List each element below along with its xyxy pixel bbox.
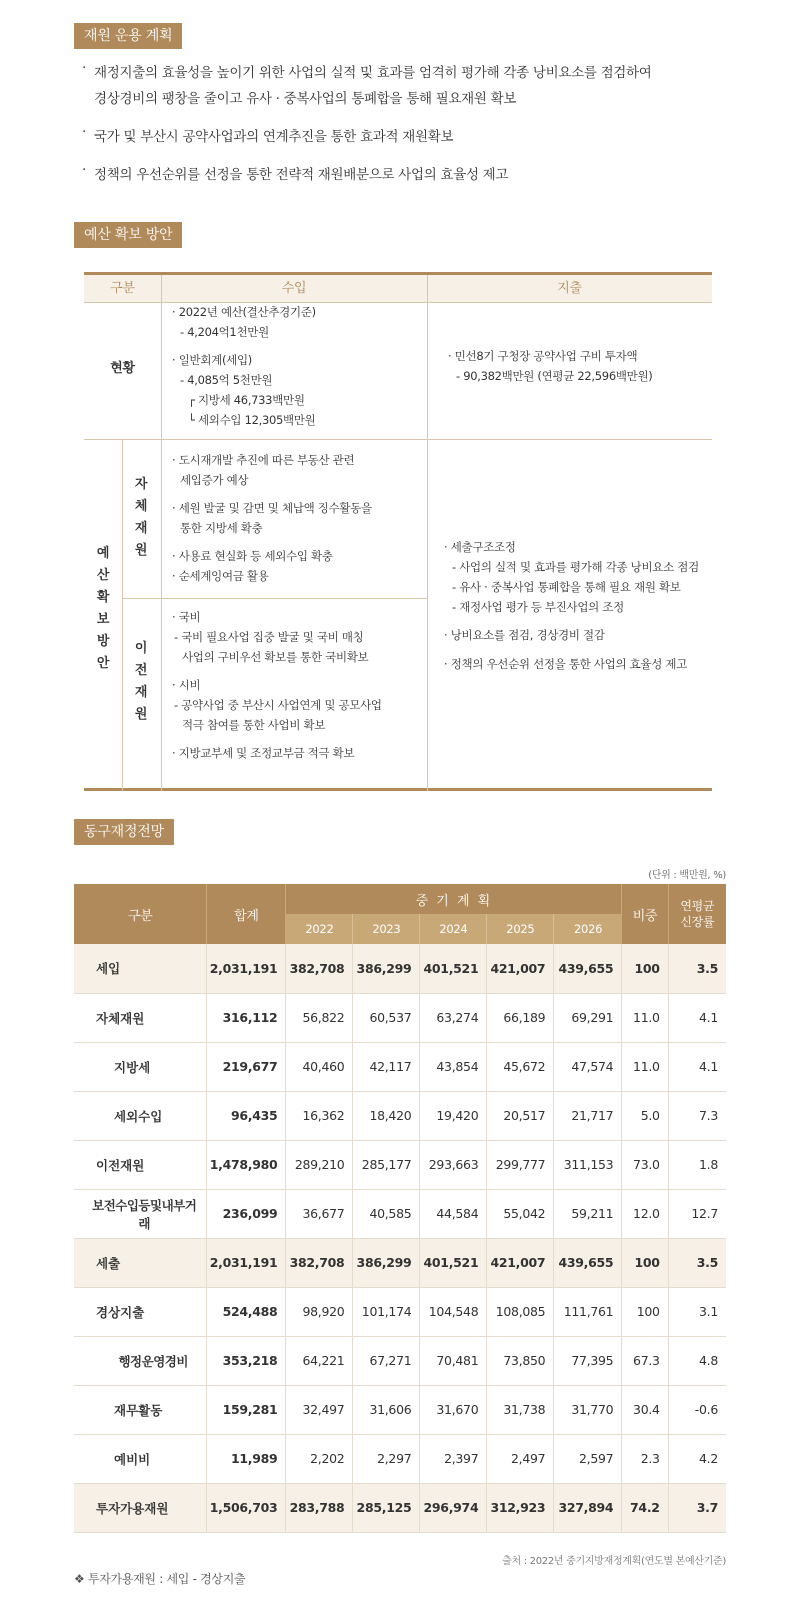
ratio-cell: 67.3 [622,1336,668,1385]
year-cell: 47,574 [554,1042,622,1091]
year-cell: 43,854 [420,1042,487,1091]
year-cell: 285,125 [353,1483,420,1532]
year-cell: 111,761 [554,1287,622,1336]
table-row [74,1287,726,1336]
row-label: 경상지출 [74,1287,207,1336]
total-cell: 11,989 [207,1434,286,1483]
total-cell: 96,435 [207,1091,286,1140]
table-row [74,1336,726,1385]
row-label-transfer-revenue: 이 전 재 원 [134,641,148,722]
table-row [74,1189,726,1238]
year-cell: 296,974 [420,1483,487,1532]
year-cell: 67,271 [353,1336,420,1385]
row-label: 재무활동 [74,1385,207,1434]
year-cell: 101,174 [353,1287,420,1336]
growth-cell: 7.3 [668,1091,726,1140]
plan-bullet-1: · 재정지출의 효율성을 높이기 위한 사업의 실적 및 효과를 엄격히 평가해 각종 낭비요소를 점검하여 경상경비의 팽창을 줄이고 유사 · 중복사업의 통폐합을 통해 필요재원 확보 [80,60,720,112]
year-cell: 98,920 [286,1287,353,1336]
year-cell: 31,770 [554,1385,622,1434]
col-header-year: 2025 [487,914,554,944]
growth-cell: 4.1 [668,1042,726,1091]
total-cell: 524,488 [207,1287,286,1336]
growth-cell: 12.7 [668,1189,726,1238]
total-cell: 159,281 [207,1385,286,1434]
row-label-current: 현황 [110,361,135,376]
row-label: 세입 [74,944,207,993]
total-cell: 1,506,703 [207,1483,286,1532]
total-cell: 2,031,191 [207,944,286,993]
growth-cell: 1.8 [668,1140,726,1189]
year-cell: 31,738 [487,1385,554,1434]
year-cell: 2,397 [420,1434,487,1483]
year-cell: 386,299 [353,1238,420,1287]
growth-cell: 3.7 [668,1483,726,1532]
year-cell: 2,597 [554,1434,622,1483]
year-cell: 439,655 [554,944,622,993]
header-category: 구분 [110,281,135,296]
table-row [74,1091,726,1140]
year-cell: 285,177 [353,1140,420,1189]
row-label: 지방세 [74,1042,207,1091]
ratio-cell: 74.2 [622,1483,668,1532]
year-cell: 40,585 [353,1189,420,1238]
year-cell: 299,777 [487,1140,554,1189]
table-row [74,1483,726,1532]
year-cell: 44,584 [420,1189,487,1238]
year-cell: 63,274 [420,993,487,1042]
source-note: 출처 : 2022년 중기지방재정계획(연도별 본예산기준) [502,1556,726,1567]
year-cell: 283,788 [286,1483,353,1532]
col-header-year: 2024 [420,914,487,944]
year-cell: 104,548 [420,1287,487,1336]
plan-section-title: 재원 운용 계획 [74,23,182,49]
col-header-midterm: 중 기 계 획 [286,884,622,914]
header-income: 수입 [281,281,307,296]
year-cell: 2,297 [353,1434,420,1483]
table-row [74,944,726,993]
year-cell: 382,708 [286,1238,353,1287]
col-header-ratio: 비중 [622,884,668,944]
row-label: 보전수입등및내부거래 [74,1189,207,1238]
finance-outlook-table [74,884,726,1533]
table-row [74,993,726,1042]
year-cell: 2,202 [286,1434,353,1483]
growth-cell: 4.8 [668,1336,726,1385]
divider [161,275,162,791]
year-cell: 19,420 [420,1091,487,1140]
total-cell: 2,031,191 [207,1238,286,1287]
year-cell: 401,521 [420,1238,487,1287]
year-cell: 311,153 [554,1140,622,1189]
year-cell: 401,521 [420,944,487,993]
year-cell: 31,670 [420,1385,487,1434]
year-cell: 70,481 [420,1336,487,1385]
table-row [74,1042,726,1091]
year-cell: 421,007 [487,1238,554,1287]
total-cell: 1,478,980 [207,1140,286,1189]
divider [427,275,428,791]
year-cell: 439,655 [554,1238,622,1287]
ratio-cell: 100 [622,944,668,993]
year-cell: 21,717 [554,1091,622,1140]
ratio-cell: 11.0 [622,1042,668,1091]
growth-cell: 3.5 [668,944,726,993]
total-cell: 316,112 [207,993,286,1042]
year-cell: 66,189 [487,993,554,1042]
divider [122,440,123,791]
ratio-cell: 73.0 [622,1140,668,1189]
year-cell: 64,221 [286,1336,353,1385]
year-cell: 421,007 [487,944,554,993]
table-row [74,1140,726,1189]
row-label: 자체재원 [74,993,207,1042]
outlook-section-title: 동구재정전망 [74,819,174,845]
secure-section-title: 예산 확보 방안 [74,222,182,248]
year-cell: 60,537 [353,993,420,1042]
footnote: ❖ 투자가용재원 : 세입 - 경상지출 [74,1572,246,1586]
budget-secure-table: 구분 수입 지출 현황 · 2022년 예산(결산추경기준) - 4,204억1천만원 · 일반회계(세입) - 4,085억 5천만원 ┌ 지방세 46,733백만원 └ 세외수입 12,305백만원 · 민선8기 구청장 공약사업 구비 투자액 - 90,382백만원 (연평균 22,596백만원) 예 산 확 보 방 안 자 체 재 원 이 전 재 원 · 도시재개발 추진에 따른 부동산 관련 세입증가 예상 · 세원 발굴 및 감면 및 체납액 징수활동을 통한 지방세 확충 · 사용료 현실화 등 세외수입 확충 · 순세계잉여금 활용 · 국비 - 국비 필요사업 집중 발굴 및 국비 매칭 사업의 구비우선 확보를 통한 국비확보 · 시비 - 공약사업 중 부산시 사업연계 및 공모사업 적극 참여를 통한 사업비 확보 · 지방교부세 및 조정교부금 적극 확보 · 세출구조조정 - 사업의 실적 및 효과를 평가해 각종 낭비요소 점검 - 유사 · 중복사업 통폐합을 통해 필요 재원 확보 - 재정사업 평가 등 부진사업의 조정 · 낭비요소를 점검, 경상경비 절감 · 정책의 우선순위 선정을 통한 사업의 효율성 제고 [84,272,712,791]
ratio-cell: 100 [622,1287,668,1336]
col-header-year: 2023 [353,914,420,944]
growth-cell: -0.6 [668,1385,726,1434]
year-cell: 45,672 [487,1042,554,1091]
row-label-own-revenue: 자 체 재 원 [134,477,148,558]
col-header-total: 합계 [207,884,286,944]
year-cell: 73,850 [487,1336,554,1385]
row-label: 이전재원 [74,1140,207,1189]
year-cell: 16,362 [286,1091,353,1140]
year-cell: 2,497 [487,1434,554,1483]
year-cell: 18,420 [353,1091,420,1140]
ratio-cell: 100 [622,1238,668,1287]
ratio-cell: 30.4 [622,1385,668,1434]
table-row [74,1434,726,1483]
ratio-cell: 5.0 [622,1091,668,1140]
year-cell: 36,677 [286,1189,353,1238]
divider [122,598,427,599]
ratio-cell: 12.0 [622,1189,668,1238]
year-cell: 31,606 [353,1385,420,1434]
year-cell: 69,291 [554,993,622,1042]
row-label: 행정운영경비 [74,1336,207,1385]
total-cell: 353,218 [207,1336,286,1385]
row-label: 세외수입 [74,1091,207,1140]
col-header-growth: 연평균 신장률 [668,884,726,944]
year-cell: 382,708 [286,944,353,993]
divider [84,439,712,440]
year-cell: 312,923 [487,1483,554,1532]
year-cell: 55,042 [487,1189,554,1238]
year-cell: 42,117 [353,1042,420,1091]
unit-label: (단위 : 백만원, %) [648,870,726,881]
year-cell: 77,395 [554,1336,622,1385]
growth-cell: 4.1 [668,993,726,1042]
year-cell: 32,497 [286,1385,353,1434]
year-cell: 59,211 [554,1189,622,1238]
year-cell: 56,822 [286,993,353,1042]
plan-bullet-2: · 국가 및 부산시 공약사업과의 연계추진을 통한 효과적 재원확보 [80,124,720,150]
growth-cell: 4.2 [668,1434,726,1483]
table-row [74,1238,726,1287]
year-cell: 327,894 [554,1483,622,1532]
row-label-plan: 예 산 확 보 방 안 [96,546,110,671]
year-cell: 386,299 [353,944,420,993]
year-cell: 293,663 [420,1140,487,1189]
total-cell: 219,677 [207,1042,286,1091]
year-cell: 108,085 [487,1287,554,1336]
year-cell: 289,210 [286,1140,353,1189]
row-label: 투자가용재원 [74,1483,207,1532]
plan-bullet-3: · 정책의 우선순위를 선정을 통한 전략적 재원배분으로 사업의 효율성 제고 [80,162,720,188]
year-cell: 20,517 [487,1091,554,1140]
growth-cell: 3.1 [668,1287,726,1336]
row-label: 세출 [74,1238,207,1287]
row-label: 예비비 [74,1434,207,1483]
header-expense: 지출 [557,281,582,296]
col-header-year: 2026 [554,914,622,944]
table-row [74,1385,726,1434]
plan-bullet-list [80,60,720,188]
year-cell: 40,460 [286,1042,353,1091]
ratio-cell: 2.3 [622,1434,668,1483]
col-header-year: 2022 [286,914,353,944]
growth-cell: 3.5 [668,1238,726,1287]
total-cell: 236,099 [207,1189,286,1238]
ratio-cell: 11.0 [622,993,668,1042]
col-header-category: 구분 [74,884,207,944]
